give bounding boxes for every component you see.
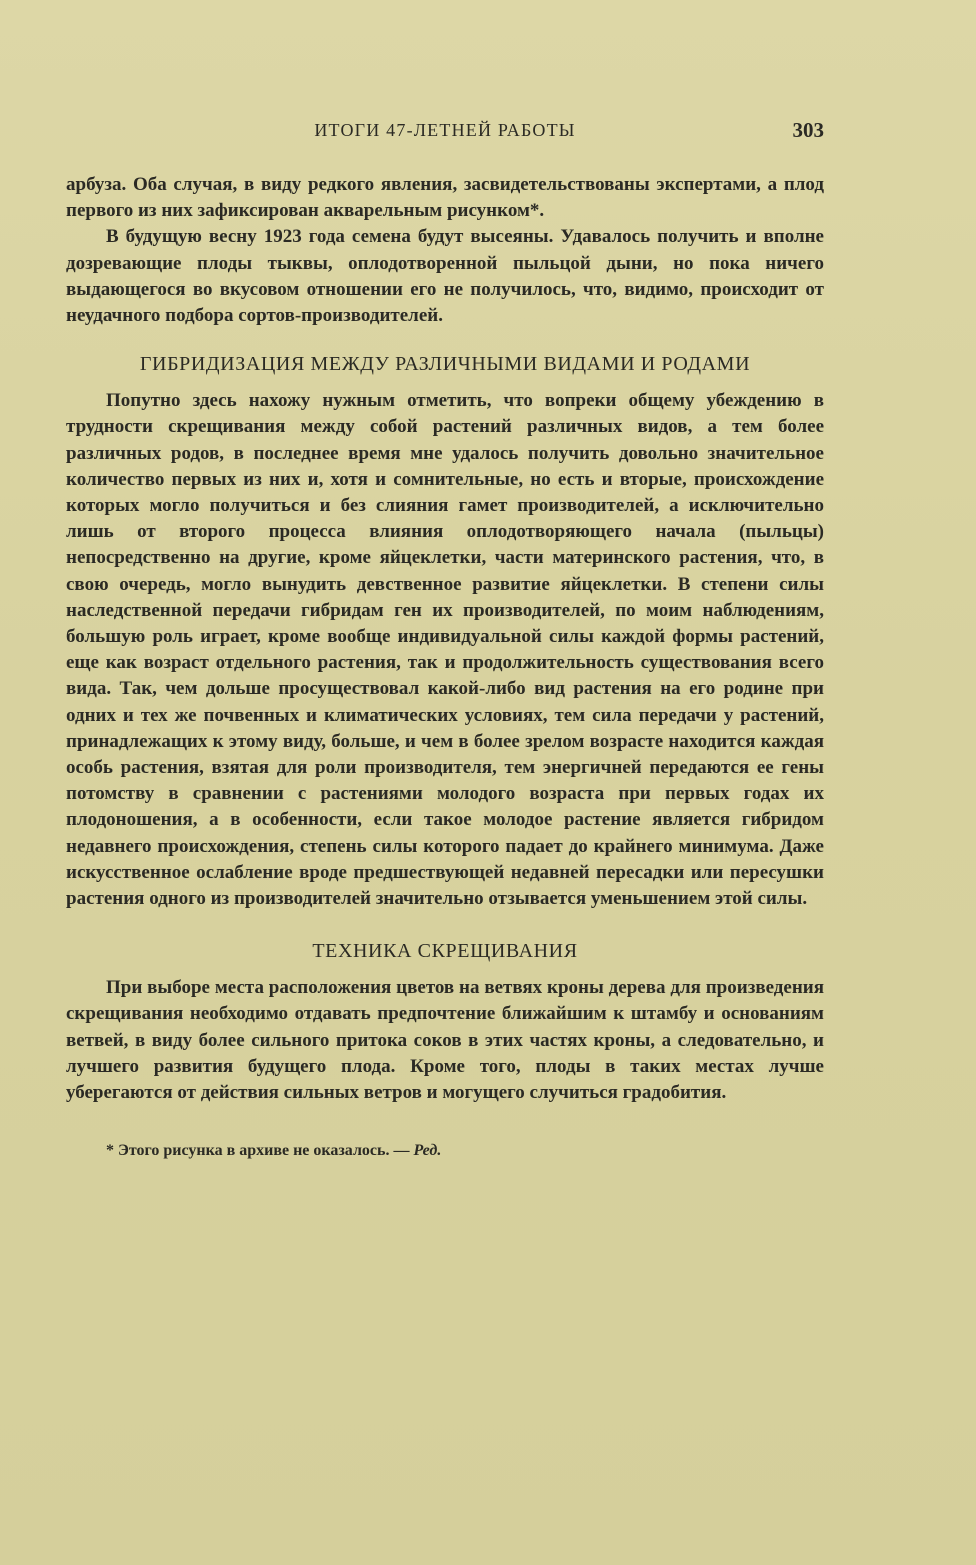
paragraph-hybridization: Попутно здесь нахожу нужным отметить, что вопреки общему убеждению в трудности скрещивания между собой растений различных видов, а тем более различных родов, в последнее время мне удалось получить довольно значительное количество первых из них и, хотя и сомнительные, но есть и вторые, происхождение которых могло получиться и без слияния гамет производителей, а исключительно лишь от второго процесса влияния оплодотворяющего начала (пыльцы) непосредственно на другие, кроме яйцеклетки, части материнского растения, что, в свою очередь, могло вынудить девственное развитие яйцеклетки. В степени силы наследственной передачи гибридам ген их производителей, по моим наблюдениям, большую роль играет, кроме вообще индивидуальной силы каждой формы растений, еще как возраст отдельного растения, так и продолжительность существования всего вида. Так, чем дольше просуществовал какой-либо вид растения на его родине при одних и тех же почвенных и климатических условиях, тем сила передачи у растений, принадлежащих к этому виду, больше, и чем в более зрелом возрасте находится каждая особь растения, взятая для роли производителя, тем энергичней передаются ее гены потомству в сравнении с растениями молодого возраста при первых годах их плодоношения, а в особенности, если такое молодое растение является гибридом недавнего происхождения, степень силы которого падает до крайнего минимума. Даже искусственное ослабление вроде предшествующей недавней пересадки или пересушки растения одного из производителей значительно отзывается уменьшением этой силы. <box>66 390 824 910</box>
footnote <box>66 1140 824 1162</box>
footnote-text: * Этого рисунка в архиве не оказалось. — <box>106 1142 410 1160</box>
paragraph: В будущую весну 1923 года семена будут высеяны. Удавалось получить и вполне дозревающие плоды тыквы, оплодотворенной пыльцой дыни, но пока ничего выдающегося во вкусовом отношении его не получилось, что, видимо, происходит от неудачного подбора сортов-производителей. <box>66 226 824 327</box>
paragraph-continued: арбуза. Оба случая, в виду редкого явления, засвидетельствованы экспертами, а плод первого из них зафиксирован акварельным рисунком*. <box>66 174 824 222</box>
section-heading-crossing-technique: ТЕХНИКА СКРЕЩИВАНИЯ <box>312 940 578 963</box>
page-header <box>66 120 824 150</box>
section-heading-hybridization: ГИБРИДИЗАЦИЯ МЕЖДУ РАЗЛИЧНЫМИ ВИДАМИ И РОДАМИ <box>139 353 751 376</box>
paragraph-crossing-technique: При выборе места расположения цветов на ветвях кроны дерева для произведения скрещивания необходимо отдавать предпочтение ближайшим к штамбу и основаниям ветвей, в виду более сильного притока соков в этих частях кроны, а следовательно, и лучшего развития будущего плода. Кроме того, плоды в таких местах лучше уберегаются от действия сильных ветров и могущего случиться градобития. <box>66 977 824 1104</box>
running-head: ИТОГИ 47-ЛЕТНЕЙ РАБОТЫ <box>314 120 576 140</box>
page-number: 303 <box>792 118 824 142</box>
page-body <box>66 172 824 1162</box>
footnote-editor: Ред. <box>413 1142 442 1160</box>
